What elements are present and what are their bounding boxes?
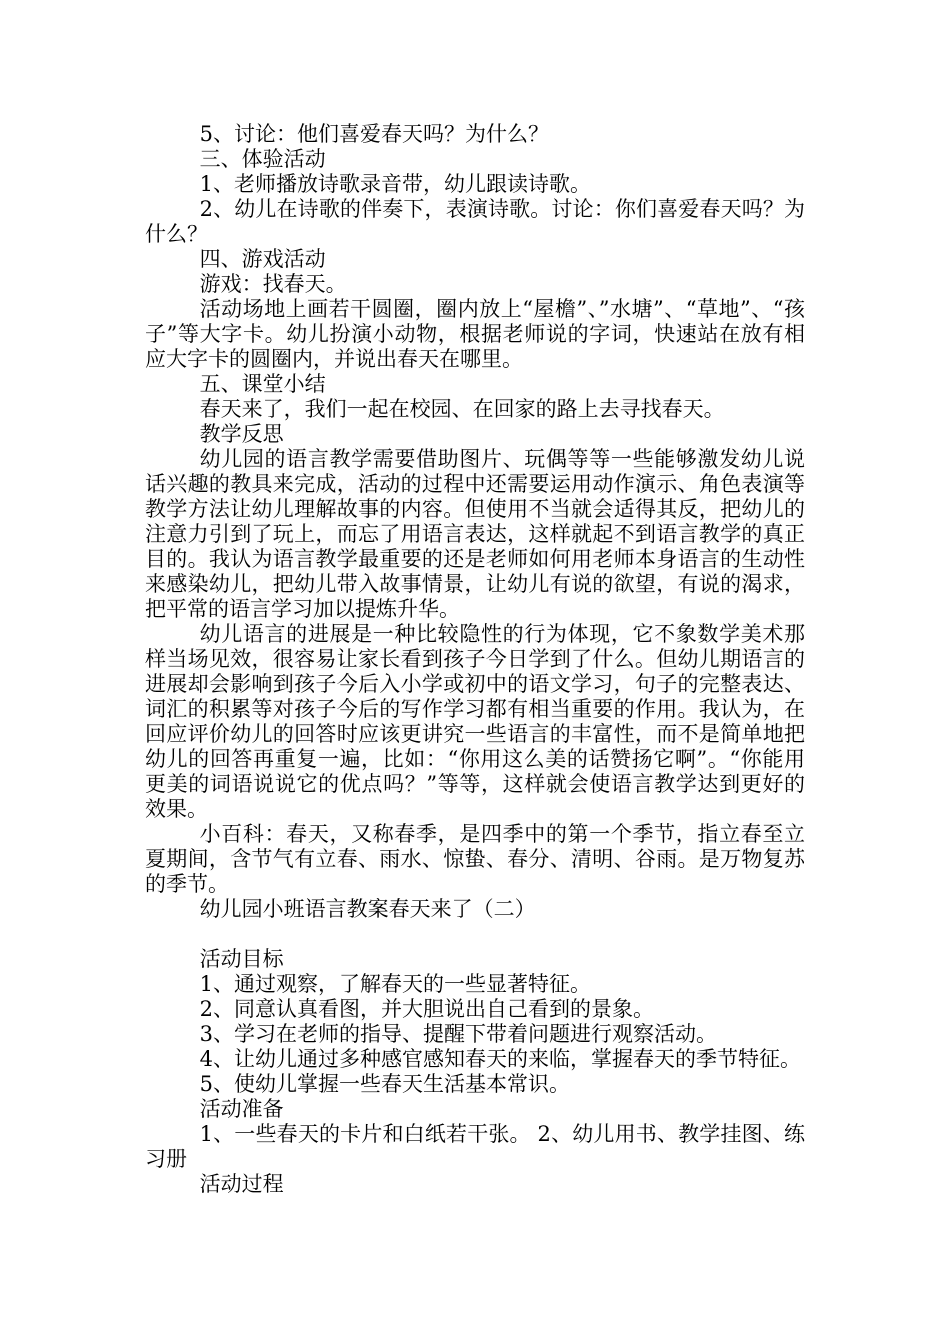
section-heading: 四、游戏活动 (199, 247, 326, 271)
paragraph: 1、通过观察，了解春天的一些显著特征。 (199, 972, 591, 996)
paragraph: 1、一些春天的卡片和白纸若干张。 2、幼儿用书、教学挂图、练习册 (145, 1122, 805, 1171)
document-page (145, 122, 805, 1197)
paragraph: 1、老师播放诗歌录音带，幼儿跟读诗歌。 (199, 172, 591, 196)
paragraph: 游戏：找春天。 (199, 272, 347, 296)
section-heading: 活动目标 (199, 947, 284, 971)
blank-line (145, 922, 805, 947)
section-heading: 活动过程 (199, 1172, 284, 1196)
paragraph: 2、同意认真看图，并大胆说出自己看到的景象。 (199, 997, 654, 1021)
section-heading: 五、课堂小结 (199, 372, 326, 396)
paragraph: 4、让幼儿通过多种感官感知春天的来临，掌握春天的季节特征。 (199, 1047, 801, 1071)
paragraph: 幼儿园的语言教学需要借助图片、玩偶等等一些能够激发幼儿说话兴趣的教具来完成，活动的过程中还需要运用动作演示、角色表演等教学方法让幼儿理解故事的内容。但使用不当就会适得其反，把幼儿的注意力引到了玩上，而忘了用语言表达，这样就起不到语言教学的真正目的。我认为语言教学最重要的还是老师如何用老师本身语言的生动性来感染幼儿，把幼儿带入故事情景，让幼儿有说的欲望，有说的渴求，把平常的语言学习加以提炼升华。 (145, 447, 805, 621)
paragraph: 幼儿语言的进展是一种比较隐性的行为体现，它不象数学美术那样当场见效，很容易让家长看到孩子今日学到了什么。但幼儿期语言的进展却会影响到孩子今后入小学或初中的语文学习，句子的完整表达、词汇的积累等对孩子今后的写作学习都有相当重要的作用。我认为，在回应评价幼儿的回答时应该更讲究一些语言的丰富性，而不是简单地把幼儿的回答再重复一遍，比如：“你用这么美的话赞扬它啊”。“你能用更美的词语说说它的优点吗？”等等，这样就会使语言教学达到更好的效果。 (145, 622, 805, 821)
document-subtitle: 幼儿园小班语言教案春天来了（二） (199, 897, 536, 921)
paragraph: 2、幼儿在诗歌的伴奏下，表演诗歌。讨论：你们喜爱春天吗？为什么？ (145, 197, 805, 246)
paragraph: 小百科：春天，又称春季，是四季中的第一个季节，指立春至立夏期间，含节气有立春、雨水、惊蛰、春分、清明、谷雨。是万物复苏的季节。 (145, 822, 805, 896)
paragraph: 活动场地上画若干圆圈，圈内放上“屋檐”、”水塘”、“草地”、“孩子”等大字卡。幼儿扮演小动物，根据老师说的字词，快速站在放有相应大字卡的圆圈内，并说出春天在哪里。 (145, 297, 805, 371)
paragraph: 春天来了，我们一起在校园、在回家的路上去寻找春天。 (199, 397, 725, 421)
section-heading: 三、体验活动 (199, 147, 326, 171)
paragraph: 5、讨论：他们喜爱春天吗？为什么？ (199, 122, 549, 146)
paragraph: 3、学习在老师的指导、提醒下带着问题进行观察活动。 (199, 1022, 717, 1046)
paragraph: 5、使幼儿掌握一些春天生活基本常识。 (199, 1072, 570, 1096)
section-heading: 活动准备 (199, 1097, 284, 1121)
section-heading: 教学反思 (199, 422, 284, 446)
